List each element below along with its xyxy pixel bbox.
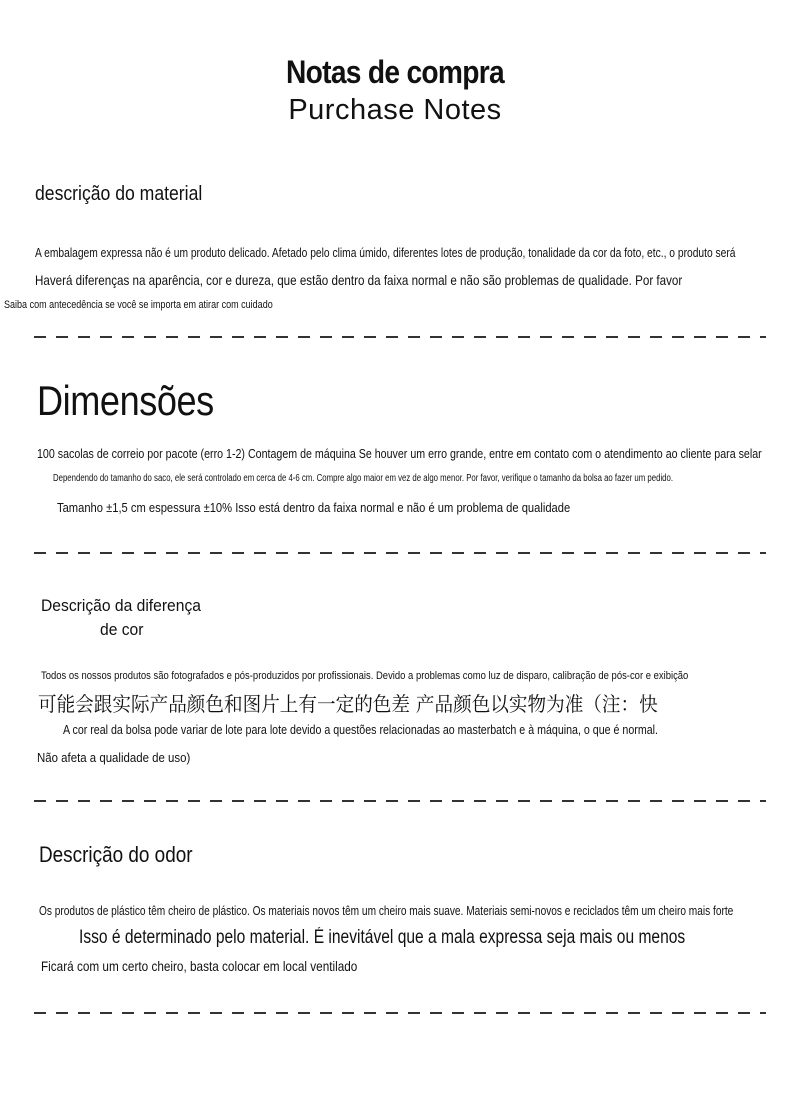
page-title-english: Purchase Notes: [288, 94, 502, 126]
section-divider: [34, 1012, 766, 1014]
dimensions-heading: Dimensões: [37, 377, 214, 424]
color-text-line-2-chinese: 可能会跟实际产品颜色和图片上有一定的色差 产品颜色以实物为准（注：快: [38, 692, 658, 716]
material-text-line-2: Haverá diferenças na aparência, cor e dureza, que estão dentro da faixa normal e não são problemas de qualidade. Por favor: [35, 272, 683, 288]
odor-text-line-2: Isso é determinado pelo material. É inevitável que a mala expressa seja mais ou menos: [79, 927, 686, 948]
color-text-line-4: Não afeta a qualidade de uso): [37, 750, 191, 765]
page-title-portuguese: Notas de compra: [286, 54, 504, 90]
color-heading-line-2: de cor: [100, 620, 144, 639]
odor-text-line-3: Ficará com um certo cheiro, basta colocar em local ventilado: [41, 958, 358, 974]
color-text-line-1: Todos os nossos produtos são fotografados e pós-produzidos por profissionais. Devido a problemas como luz de disparo, calibração de pós-cor e exibição: [41, 670, 689, 682]
odor-heading: Descrição do odor: [39, 842, 193, 867]
section-divider: [34, 552, 766, 554]
dimensions-text-line-2: Dependendo do tamanho do saco, ele será controlado em cerca de 4-6 cm. Compre algo maior em vez de algo menor. Por favor, verifique o tamanho da bolsa ao fazer um pedido.: [53, 473, 674, 484]
dimensions-text-line-3: Tamanho ±1,5 cm espessura ±10% Isso está dentro da faixa normal e não é um problema de qualidade: [57, 500, 571, 515]
section-divider: [34, 800, 766, 802]
dimensions-text-line-1: 100 sacolas de correio por pacote (erro 1-2) Contagem de máquina Se houver um erro grande, entre em contato com o atendimento ao cliente para selar: [37, 446, 762, 461]
section-divider: [34, 336, 766, 338]
color-text-line-3: A cor real da bolsa pode variar de lote para lote devido a questões relacionadas ao masterbatch e à máquina, o que é normal.: [63, 722, 658, 737]
material-heading: descrição do material: [35, 183, 203, 205]
color-heading-line-1: Descrição da diferença: [41, 596, 201, 615]
material-text-line-3: Saiba com antecedência se você se importa em atirar com cuidado: [4, 299, 273, 311]
material-text-line-1: A embalagem expressa não é um produto delicado. Afetado pelo clima úmido, diferentes lotes de produção, tonalidade da cor da foto, etc., o produto será: [35, 245, 736, 260]
odor-text-line-1: Os produtos de plástico têm cheiro de plástico. Os materiais novos têm um cheiro mais suave. Materiais semi-novos e reciclados têm um cheiro mais forte: [39, 903, 734, 918]
